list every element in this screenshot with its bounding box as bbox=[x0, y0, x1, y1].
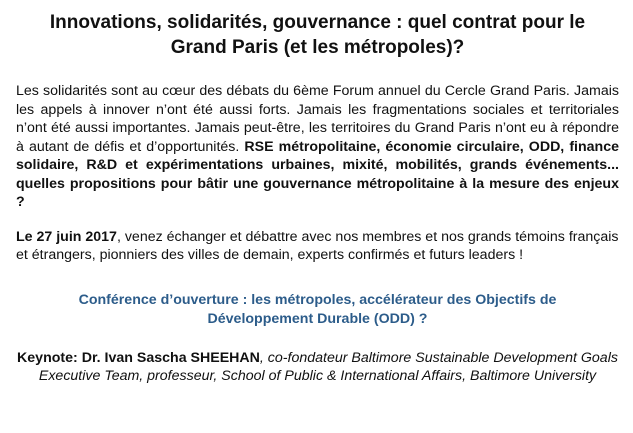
keynote-speaker: Dr. Ivan Sascha SHEEHAN bbox=[77, 349, 260, 366]
intro-bold-text: RSE métropolitaine, économie circulaire, ODD, finance solidaire, R&D et expérimentations urbaines, mixité, mobilités, grands événements... quelles propositions pour bâtir une gouvernance métropolitaine à la mesure des enjeux ? bbox=[16, 138, 619, 210]
keynote-label: Keynote: bbox=[17, 349, 78, 366]
page-title-line-2: Grand Paris (et les métropoles)? bbox=[170, 37, 465, 58]
invitation-text: , venez échanger et débattre avec nos membres et nos grands témoins français et étrangers, pionniers des villes de demain, experts confirmés et futurs leaders ! bbox=[16, 228, 619, 263]
keynote-role: , co-fondateur Baltimore Sustainable Development Goals Executive Team, professeur, School of Public & International Affairs, Baltimore University bbox=[38, 349, 618, 384]
intro-paragraph bbox=[16, 82, 619, 212]
conference-heading bbox=[16, 291, 619, 329]
invitation-paragraph bbox=[16, 228, 619, 265]
keynote-paragraph bbox=[16, 349, 619, 386]
page-title-line-1: Innovations, solidarités, gouvernance : quel contrat pour le bbox=[49, 12, 586, 33]
event-date: Le 27 juin 2017 bbox=[16, 228, 117, 245]
page-title bbox=[16, 10, 619, 60]
intro-text: Les solidarités sont au cœur des débats du 6ème Forum annuel du Cercle Grand Paris. Jamais les appels à innover n’ont été aussi forts. Jamais les fragmentations sociales et territoriales n’ont été aussi importantes. Jamais peut-être, les territoires du Grand Paris n’ont eu à répondre à autant de défis et d’opportunités. bbox=[16, 83, 619, 155]
conference-heading-line-1: Conférence d’ouverture : les métropoles, accélérateur des Objectifs de bbox=[78, 291, 557, 308]
conference-heading-line-2: Développement Durable (ODD) ? bbox=[207, 310, 428, 327]
